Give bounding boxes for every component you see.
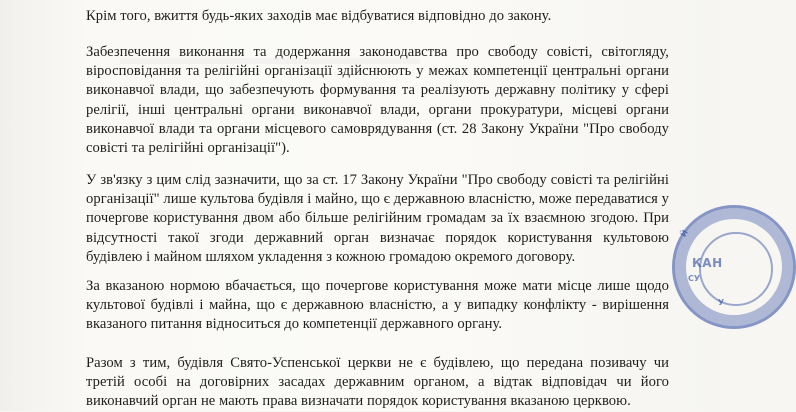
stamp-bottom-text: У — [718, 298, 725, 307]
paragraph-3: У зв'язку з цим слід зазначити, що за ст. 17 Закону України "Про свободу совісті та релігійні організації" лише культова будівля і майно, що є державною власністю, може передаватися у почергове користування двом або більше релігійним громадам за їх взаємною згодою. При відсутності такої згоди державний орган визначає порядок користування культовою будівлею і майном шляхом укладення з кожною громадою окремого договору. — [86, 172, 669, 265]
paragraph-1: Крім того, вжиття будь-яких заходів має відбуватися відповідно до закону. — [86, 8, 552, 24]
stamp-main-text: КАН — [692, 256, 723, 270]
official-stamp — [672, 205, 796, 329]
paragraph-4: За вказаною нормою вбачається, що почергове користування може мати місце лише щодо культової будівлі і майна, що є державною власністю, а у випадку конфлікту - вирішення вказаного питання відноситься до компетенції державного органу. — [86, 278, 669, 333]
paragraph-5: Разом з тим, будівля Свято-Успенської церкви не є будівлею, що передана позивачу чи третій особі на договірних засадах державним органом, а відтак відповідач чи його виконавчий орган не мають права визначати порядок користування вказаною церквою. — [86, 355, 669, 410]
paragraph-2: Забезпечення виконання та додержання законодавства про свободу совісті, світогляду, віросповідання та релігійні організації здійснюють у межах компетенції центральні органи виконавчої влади, що забезпечують формування та реалізують державну політику у сфері релігії, інші центральні органи виконавчої влади, органи прокуратури, місцеві органи виконавчої влади та органи місцевого самоврядування (ст. 28 Закону України "Про свободу совісті та релігійні організації"). — [86, 44, 669, 157]
stamp-top-text: СУ — [688, 274, 701, 283]
stamp-side-text: Й — [678, 228, 690, 239]
